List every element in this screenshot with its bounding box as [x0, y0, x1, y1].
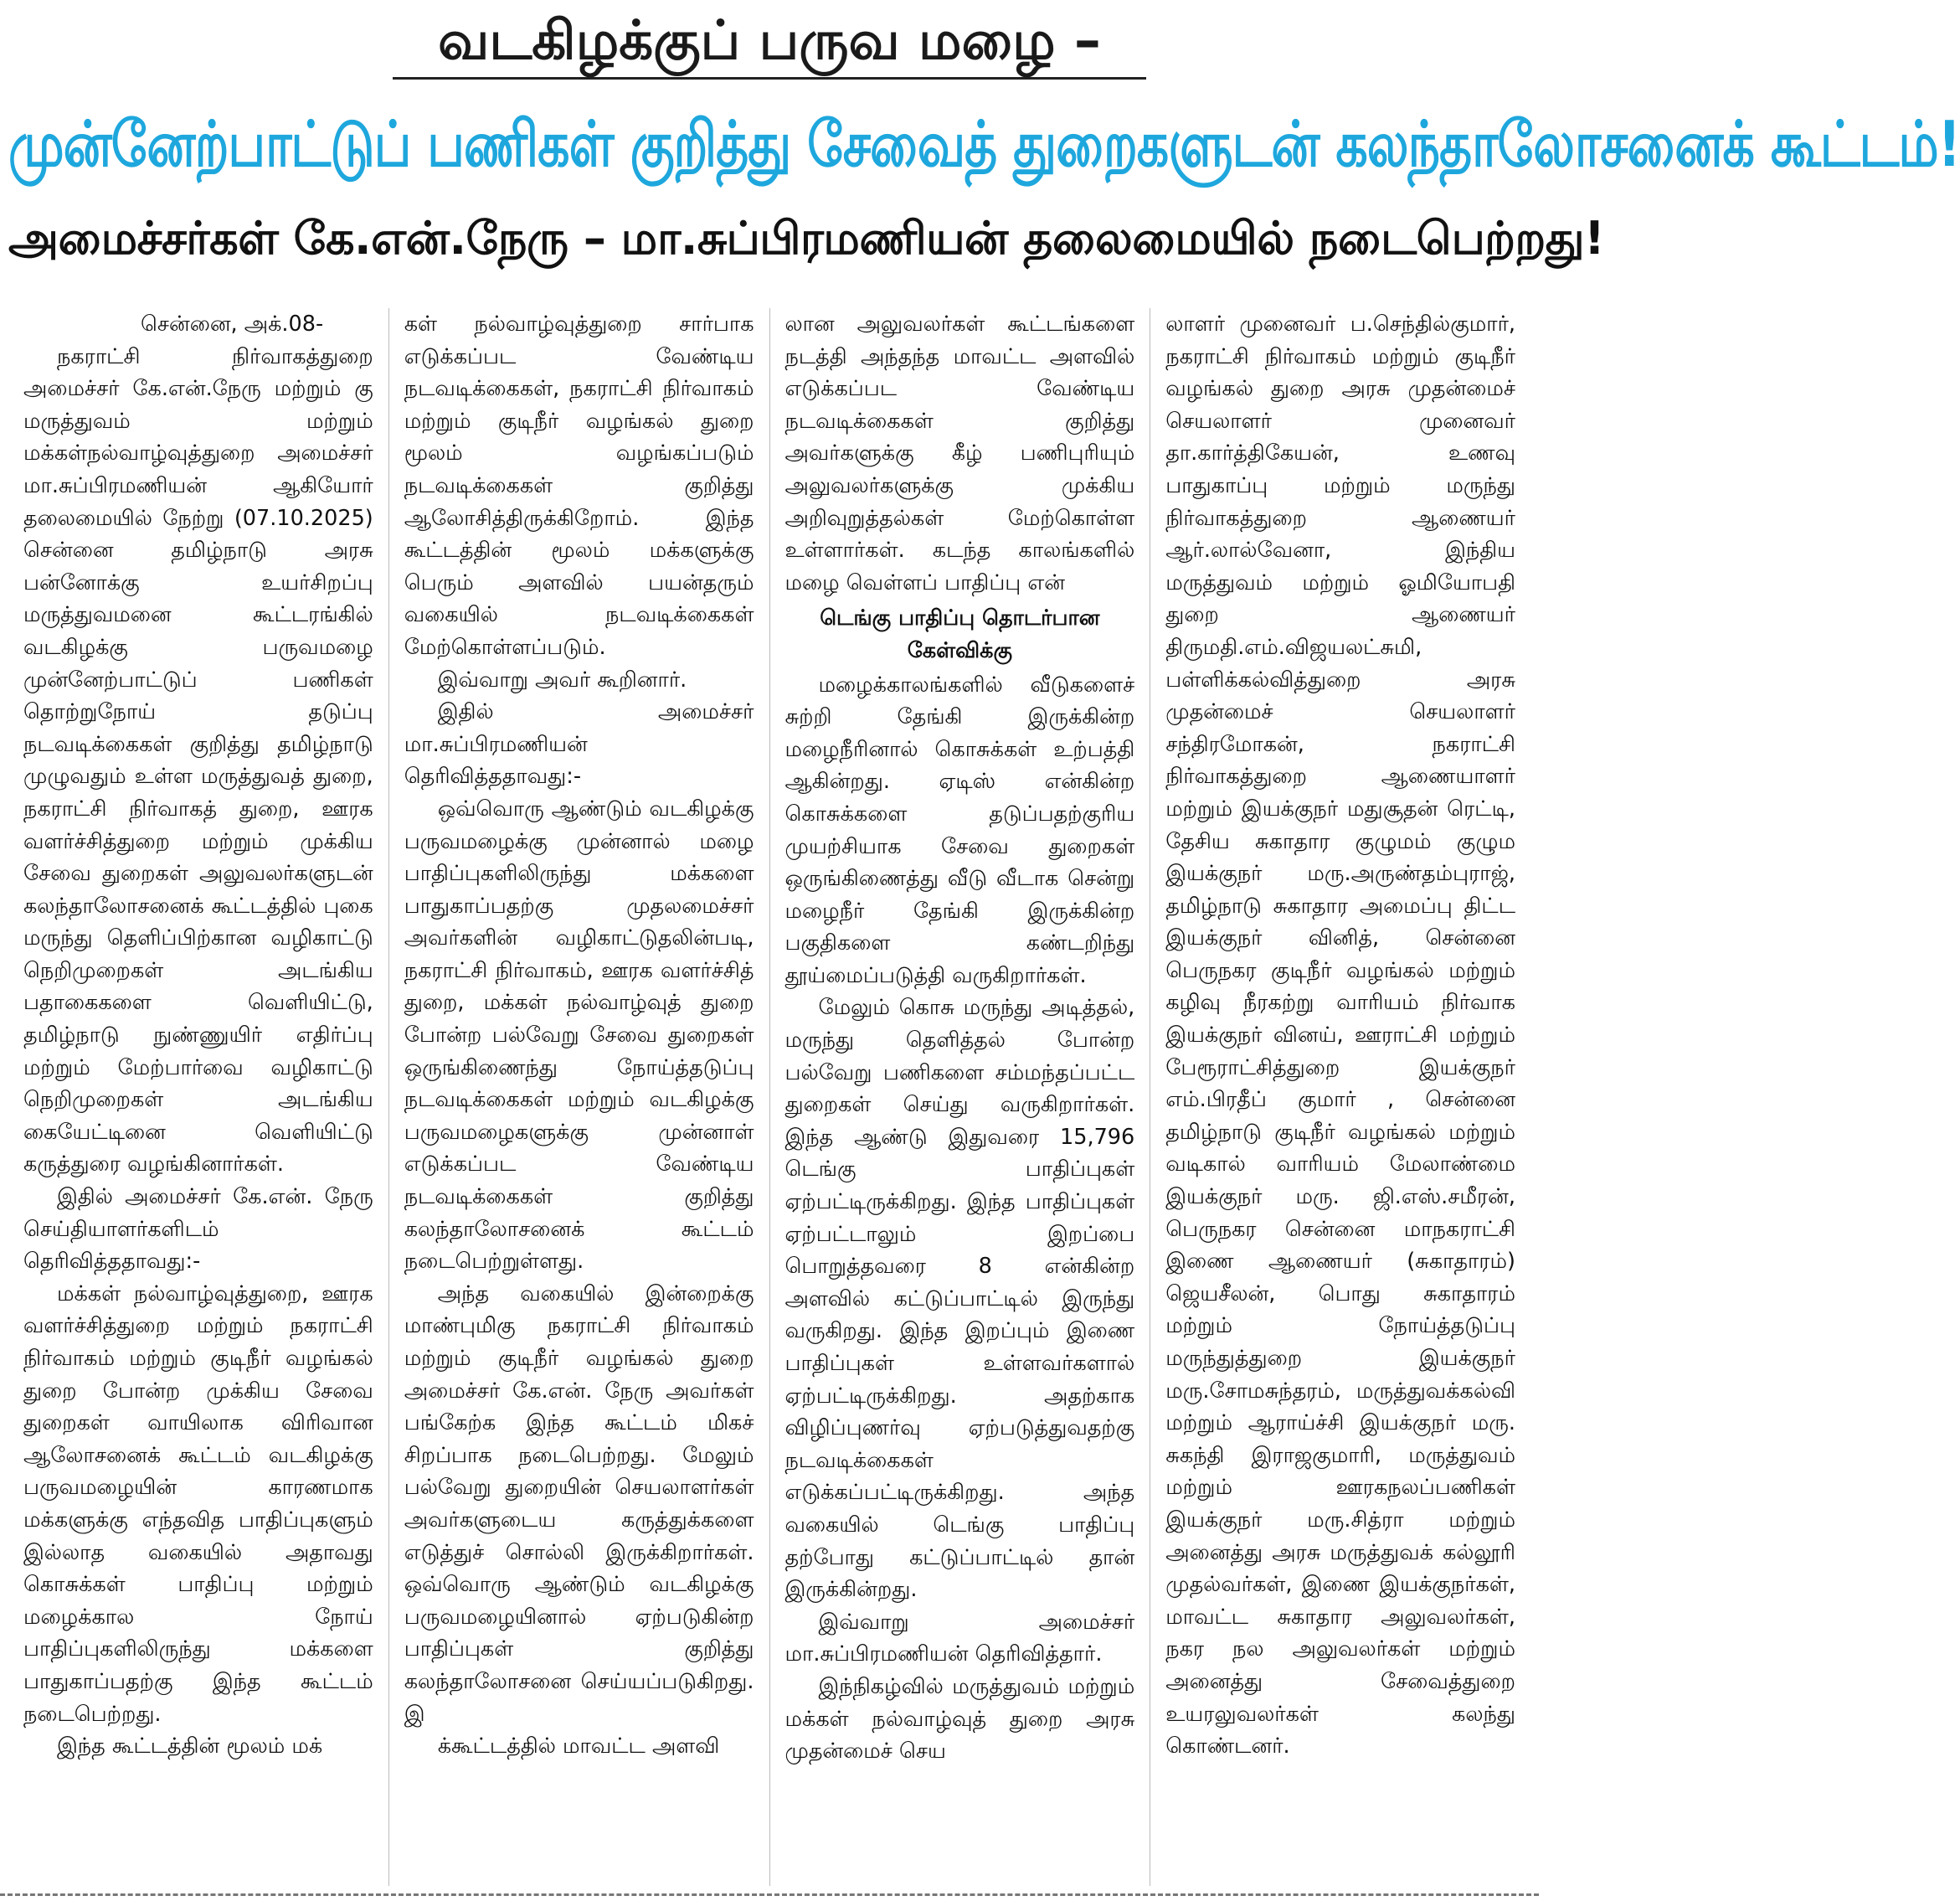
- kicker-title: வடகிழக்குப் பருவ மழை –: [438, 10, 1101, 72]
- column-3: [769, 308, 1150, 1886]
- headline: முன்னேற்பாட்டுப் பணிகள் குறித்து சேவைத் துறைகளுடன் கலந்தாலோசனைக் கூட்டம்!: [8, 108, 1960, 182]
- paragraph: ஒவ்வொரு ஆண்டும் வடகிழக்கு பருவமழைக்கு முன்னால் மழை பாதிப்புகளிலிருந்து மக்களை பாதுகாப்பதற்கு முதலமைச்சர் அவர்களின் வழிகாட்டுதலின்படி, நகராட்சி நிர்வாகம், ஊரக வளர்ச்சித் துறை, மக்கள் நல்வாழ்வுத் துறை போன்ற பல்வேறு சேவை துறைகள் ஒருங்கிணைந்து நோய்த்தடுப்பு நடவடிக்கைகள் மற்றும் வடகிழக்கு பருவமழைகளுக்கு முன்னாள் எடுக்கப்பட வேண்டிய நடவடிக்கைகள் குறித்து கலந்தாலோசனைக் கூட்டம் நடைபெற்றுள்ளது.: [404, 796, 754, 1275]
- bottom-dashed-divider: [0, 1893, 1539, 1896]
- paragraph: இவ்வாறு அமைச்சர் மா.சுப்பிரமணியன் தெரிவித்தார்.: [785, 1609, 1135, 1667]
- paragraph: இந்த கூட்டத்தின் மூலம் மக்: [57, 1734, 323, 1759]
- section-subhead: டெங்கு பாதிப்பு தொடர்பான கேள்விக்கு: [820, 605, 1100, 663]
- column-1: [8, 308, 388, 1886]
- column-2: [388, 308, 769, 1886]
- paragraph: இதில் அமைச்சர் மா.சுப்பிரமணியன் தெரிவித்ததாவது:-: [404, 699, 754, 790]
- paragraph: மக்கள் நல்வாழ்வுத்துறை, ஊரக வளர்ச்சித்துறை மற்றும் நகராட்சி நிர்வாகம் மற்றும் குடிநீர் வழங்கல் துறை போன்ற முக்கிய சேவை துறைகள் வாயிலாக விரிவான ஆலோசனைக் கூட்டம் வடகிழக்கு பருவமழையின் காரணமாக மக்களுக்கு எந்தவித பாதிப்புகளும் இல்லாத வகையில் அதாவது கொசுக்கள் பாதிப்பு மற்றும் மழைக்கால நோய் பாதிப்புகளிலிருந்து மக்களை பாதுகாப்பதற்கு இந்த கூட்டம் நடைபெற்றது.: [23, 1280, 373, 1727]
- column-4: [1150, 308, 1530, 1886]
- paragraph: அந்த வகையில் இன்றைக்கு மாண்புமிகு நகராட்சி நிர்வாகம் மற்றும் குடிநீர் வழங்கல் துறை அமைச்சர் கே.என். நேரு அவர்கள் பங்கேற்க இந்த கூட்டம் மிகச் சிறப்பாக நடைபெற்றது. மேலும் பல்வேறு துறையின் செயலாளர்கள் அவர்களுடைய கருத்துக்களை எடுத்துச் சொல்லி இருக்கிறார்கள். ஒவ்வொரு ஆண்டும் வடகிழக்கு பருவமழையினால் ஏற்படுகின்ற பாதிப்புகள் குறித்து கலந்தாலோசனை செய்யப்படுகிறது. இ: [404, 1280, 754, 1727]
- subheadline: அமைச்சர்கள் கே.என்.நேரு – மா.சுப்பிரமணியன் தலைமையில் நடைபெற்றது!: [8, 212, 1605, 265]
- paragraph: க்கூட்டத்தில் மாவட்ட அளவி: [437, 1734, 720, 1759]
- paragraph: இந்நிகழ்வில் மருத்துவம் மற்றும் மக்கள் நல்வாழ்வுத் துறை அரசு முதன்மைச் செய: [785, 1673, 1135, 1764]
- paragraph: இதில் அமைச்சர் கே.என். நேரு செய்தியாளர்களிடம் தெரிவித்ததாவது:-: [23, 1184, 373, 1275]
- paragraph: மழைக்காலங்களில் வீடுகளைச் சுற்றி தேங்கி இருக்கின்ற மழைநீரினால் கொசுக்கள் உற்பத்தி ஆகின்றது. ஏடிஸ் என்கின்ற கொசுக்களை தடுப்பதற்குரிய முயற்சியாக சேவை துறைகள் ஒருங்கிணைத்து வீடு வீடாக சென்று மழைநீர் தேங்கி இருக்கின்ற பகுதிகளை கண்டறிந்து தூய்மைப்படுத்தி வருகிறார்கள்.: [785, 672, 1135, 988]
- paragraph: மேலும் கொசு மருந்து அடித்தல், மருந்து தெளித்தல் போன்ற பல்வேறு பணிகளை சம்மந்தப்பட்ட துறைகள் செய்து வருகிறார்கள். இந்த ஆண்டு இதுவரை 15,796 டெங்கு பாதிப்புகள் ஏற்பட்டிருக்கிறது. இந்த பாதிப்புகள் ஏற்பட்டாலும் இறப்பை பொறுத்தவரை 8 என்கின்ற அளவில் கட்டுப்பாட்டில் இருந்து வருகிறது. இந்த இறப்பும் இணை பாதிப்புகள் உள்ளவர்களால் ஏற்பட்டிருக்கிறது. அதற்காக விழிப்புணர்வு ஏற்படுத்துவதற்கு நடவடிக்கைகள் எடுக்கப்பட்டிருக்கிறது. அந்த வகையில் டெங்கு பாதிப்பு தற்போது கட்டுப்பாட்டில் தான் இருக்கின்றது.: [785, 995, 1135, 1603]
- article-columns: [8, 308, 1530, 1886]
- paragraph: நகராட்சி நிர்வாகத்துறை அமைச்சர் கே.என்.நேரு மற்றும் கு மருத்துவம் மற்றும் மக்கள்நல்வாழ்வுத்துறை அமைச்சர் மா.சுப்பிரமணியன் ஆகியோர் தலைமையில் நேற்று (07.10.2025) சென்னை தமிழ்நாடு அரசு பன்னோக்கு உயர்சிறப்பு மருத்துவமனை கூட்டரங்கில் வடகிழக்கு பருவமழை முன்னேற்பாட்டுப் பணிகள் தொற்றுநோய் தடுப்பு நடவடிக்கைகள் குறித்து தமிழ்நாடு முழுவதும் உள்ள மருத்துவத் துறை, நகராட்சி நிர்வாகத் துறை, ஊரக வளர்ச்சித்துறை மற்றும் முக்கிய சேவை துறைகள் அலுவலர்களுடன் கலந்தாலோசனைக் கூட்டத்தில் புகை மருந்து தெளிப்பிற்கான வழிகாட்டு நெறிமுறைகள் அடங்கிய பதாகைகளை வெளியிட்டு, தமிழ்நாடு நுண்ணுயிர் எதிர்ப்பு மற்றும் மேற்பார்வை வழிகாட்டு நெறிமுறைகள் அடங்கிய கையேட்டினை வெளியிட்டு கருத்துரை வழங்கினார்கள்.: [23, 343, 373, 1177]
- paragraph: லாளர் முனைவர் ப.செந்தில்குமார், நகராட்சி நிர்வாகம் மற்றும் குடிநீர் வழங்கல் துறை அரசு முதன்மைச் செயலாளர் முனைவர் தா.கார்த்திகேயன், உணவு பாதுகாப்பு மற்றும் மருந்து நிர்வாகத்துறை ஆணையர் ஆர்.லால்வேனா, இந்திய மருத்துவம் மற்றும் ஓமியோபதி துறை ஆணையர் திருமதி.எம்.விஜயலட்சுமி, பள்ளிக்கல்வித்துறை அரசு முதன்மைச் செயலாளர் சந்திரமோகன், நகராட்சி நிர்வாகத்துறை ஆணையாளர் மற்றும் இயக்குநர் மதுசூதன் ரெட்டி, தேசிய சுகாதார குழுமம் குழும இயக்குநர் மரு.அருண்தம்புராஜ், தமிழ்நாடு சுகாதார அமைப்பு திட்ட இயக்குநர் வினித், சென்னை பெருநகர குடிநீர் வழங்கல் மற்றும் கழிவு நீரகற்று வாரியம் நிர்வாக இயக்குநர் வினய், ஊராட்சி மற்றும் பேரூராட்சித்துறை இயக்குநர் எம்.பிரதீப் குமார் , சென்னை தமிழ்நாடு குடிநீர் வழங்கல் மற்றும் வடிகால் வாரியம் மேலாண்மை இயக்குநர் மரு. ஜி.எஸ்.சமீரன், பெருநகர சென்னை மாநகராட்சி இணை ஆணையர் (சுகாதாரம்) ஜெயசீலன், பொது சுகாதாரம் மற்றும் நோய்த்தடுப்பு மருந்துத்துறை இயக்குநர் மரு.சோமசுந்தரம், மருத்துவக்கல்வி மற்றும் ஆராய்ச்சி இயக்குநர் மரு. சுகந்தி இராஜகுமாரி, மருத்துவம் மற்றும் ஊரகநலப்பணிகள் இயக்குநர் மரு.சித்ரா மற்றும் அனைத்து அரசு மருத்துவக் கல்லூரி முதல்வர்கள், இணை இயக்குநர்கள், மாவட்ட சுகாதார அலுவலர்கள், நகர நல அலுவலர்கள் மற்றும் அனைத்து சேவைத்துறை உயரலுவலர்கள் கலந்து கொண்டனர்.: [1165, 312, 1515, 1759]
- kicker-underline: [393, 77, 1146, 80]
- paragraph: கள் நல்வாழ்வுத்துறை சார்பாக எடுக்கப்பட வேண்டிய நடவடிக்கைகள், நகராட்சி நிர்வாகம் மற்றும் குடிநீர் வழங்கல் துறை மூலம் வழங்கப்படும் நடவடிக்கைகள் குறித்து ஆலோசித்திருக்கிறோம். இந்த கூட்டத்தின் மூலம் மக்களுக்கு பெரும் அளவில் பயன்தரும் வகையில் நடவடிக்கைகள் மேற்கொள்ளப்படும்.: [404, 312, 754, 660]
- paragraph: லான அலுவலர்கள் கூட்டங்களை நடத்தி அந்தந்த மாவட்ட அளவில் எடுக்கப்பட வேண்டிய நடவடிக்கைகள் குறித்து அவர்களுக்கு கீழ் பணிபுரியும் அலுவலர்களுக்கு முக்கிய அறிவுறுத்தல்கள் மேற்கொள்ள உள்ளார்கள். கடந்த காலங்களில் மழை வெள்ளப் பாதிப்பு என்: [785, 312, 1135, 595]
- paragraph: இவ்வாறு அவர் கூறினார்.: [437, 667, 687, 693]
- dateline: சென்னை, அக்.08-: [141, 312, 324, 337]
